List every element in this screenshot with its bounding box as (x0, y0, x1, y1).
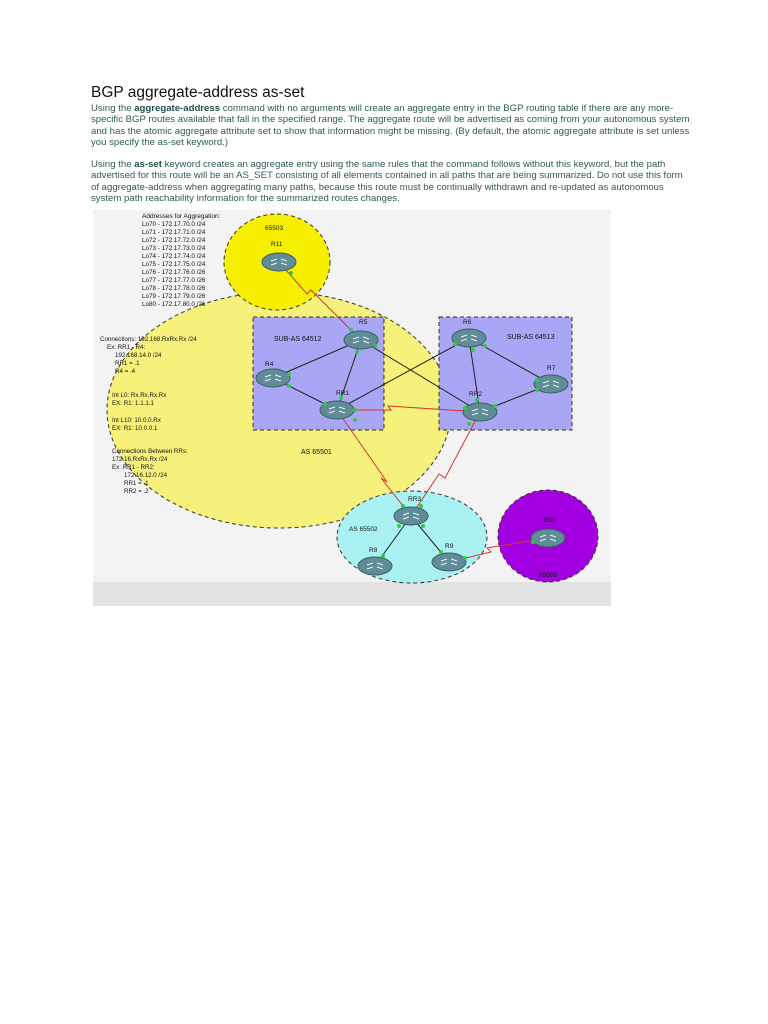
loopback10-note: Int L10: 10.0.0.Rx (112, 417, 161, 424)
router-rr2 (463, 403, 497, 421)
connections-note: Ex: RR1 - R4: (107, 344, 146, 351)
aggregation-item: Lo80 - 172.17.80.0 /26 (142, 301, 206, 308)
aggregation-item: Lo73 - 172.17.73.0 /24 (142, 245, 206, 252)
sub-as-64512-label: SUB-AS 64512 (274, 336, 322, 343)
rr-connections-note: Connections Between RRs: (112, 448, 188, 455)
router-r8 (358, 557, 392, 575)
as-65501-label: AS 65501 (301, 449, 332, 456)
aggregation-item: Lo75 - 172.17.75.0 /24 (142, 261, 206, 268)
p2-text-after: keyword creates an aggregate entry using the same rules that the command follows without this keyword, but the path advertised for this route will be an AS_SET consisting of all elements contained in all paths that are being summarized. Do not use this form of aggregate-address when aggregating many paths, because this route must be continually withdrawn and re-updated as autonomous system path reachability information for the summarized routes changes. (91, 159, 683, 205)
paragraph-as-set (91, 159, 691, 205)
as-65505-label: 65505 (539, 572, 558, 579)
paragraph-aggregate-address (91, 103, 691, 149)
router-r9 (432, 553, 466, 571)
p1-text-after: command with no arguments will create an aggregate entry in the BGP routing table if there are any more-specific BGP routes available that fall in the specified range. The aggregate route will be advertised as coming from your autonomous system and has the atomic aggregate attribute set to show that information might be missing. (By default, the atomic aggregate attribute is set unless you specify the as-set keyword.) (91, 103, 690, 149)
aggregation-item: Lo71 - 172.17.71.0 /24 (142, 229, 206, 236)
router-r5 (344, 331, 378, 349)
as-65503-label: 65503 (265, 225, 284, 232)
topology-svg (93, 210, 611, 606)
aggregation-item: Lo77 - 172.17.77.0 /26 (142, 277, 206, 284)
keyword-aggregate-address: aggregate-address (134, 103, 221, 114)
rr-connections-note: 172.16.12.0 /24 (124, 472, 168, 479)
loopback0-note: EX: R1: 1.1.1.1 (112, 400, 154, 407)
router-label-r11: R11 (271, 241, 283, 248)
router-rr3 (394, 507, 428, 525)
aggregation-item: Lo70 - 172.17.70.0 /24 (142, 221, 206, 228)
router-label-r8: R8 (369, 547, 378, 554)
rr-connections-note: RR2 = .2 (124, 488, 149, 495)
router-label-rr3: RR3 (408, 496, 422, 503)
router-label-r5: R5 (359, 319, 368, 326)
diagram-bottom-band (93, 582, 611, 606)
aggregation-item: Lo78 - 172.17.78.0 /26 (142, 285, 206, 292)
router-label-r10: R10 (544, 517, 556, 524)
p1-text-before: Using the (91, 103, 135, 114)
loopback10-note: EX: R1: 10.0.0.1 (112, 425, 158, 432)
router-label-rr2: RR2 (469, 391, 483, 398)
router-label-rr1: RR1 (336, 390, 350, 397)
connections-note: 192.168.14.0 /24 (115, 352, 162, 359)
connections-note: RR1 = .1 (115, 360, 140, 367)
p2-text-before: Using the (91, 159, 135, 170)
rr-connections-note: 172.16.RxRx.Rx /24 (112, 456, 168, 463)
router-label-r6: R6 (463, 319, 472, 326)
aggregation-item: Lo76 - 172.17.76.0 /26 (142, 269, 206, 276)
as-65502-label: AS 65502 (349, 526, 378, 533)
loopback10-notes (112, 417, 162, 432)
page-title: BGP aggregate-address as-set (91, 84, 305, 101)
rr-connections-note: Ex: RR1 - RR2: (112, 464, 155, 471)
keyword-as-set: as-set (134, 159, 162, 170)
aggregation-item: Lo74 - 172.17.74.0 /24 (142, 253, 206, 260)
connections-note: R4 = .4 (115, 368, 136, 375)
router-label-r7: R7 (547, 365, 556, 372)
sub-as-64513-label: SUB-AS 64513 (507, 334, 555, 341)
rr-connections-note: RR1 = .1 (124, 480, 149, 487)
aggregation-heading: Addresses for Aggregation: (142, 213, 221, 220)
router-label-r4: R4 (265, 361, 274, 368)
router-r10 (531, 529, 565, 547)
loopback0-note: Int L0: Rx.Rx.Rx.Rx (112, 392, 167, 399)
router-r7 (534, 375, 568, 393)
aggregation-item: Lo79 - 172.17.79.0 /26 (142, 293, 206, 300)
connections-note: Connections: 192.168.RxRx.Rx /24 (100, 336, 197, 343)
router-r11 (262, 253, 296, 271)
router-r6 (452, 329, 486, 347)
network-topology-diagram (93, 210, 611, 606)
aggregation-item: Lo72 - 172.17.72.0 /24 (142, 237, 206, 244)
router-r4 (256, 369, 290, 387)
aggregation-list (142, 221, 206, 308)
router-label-r9: R9 (445, 543, 454, 550)
